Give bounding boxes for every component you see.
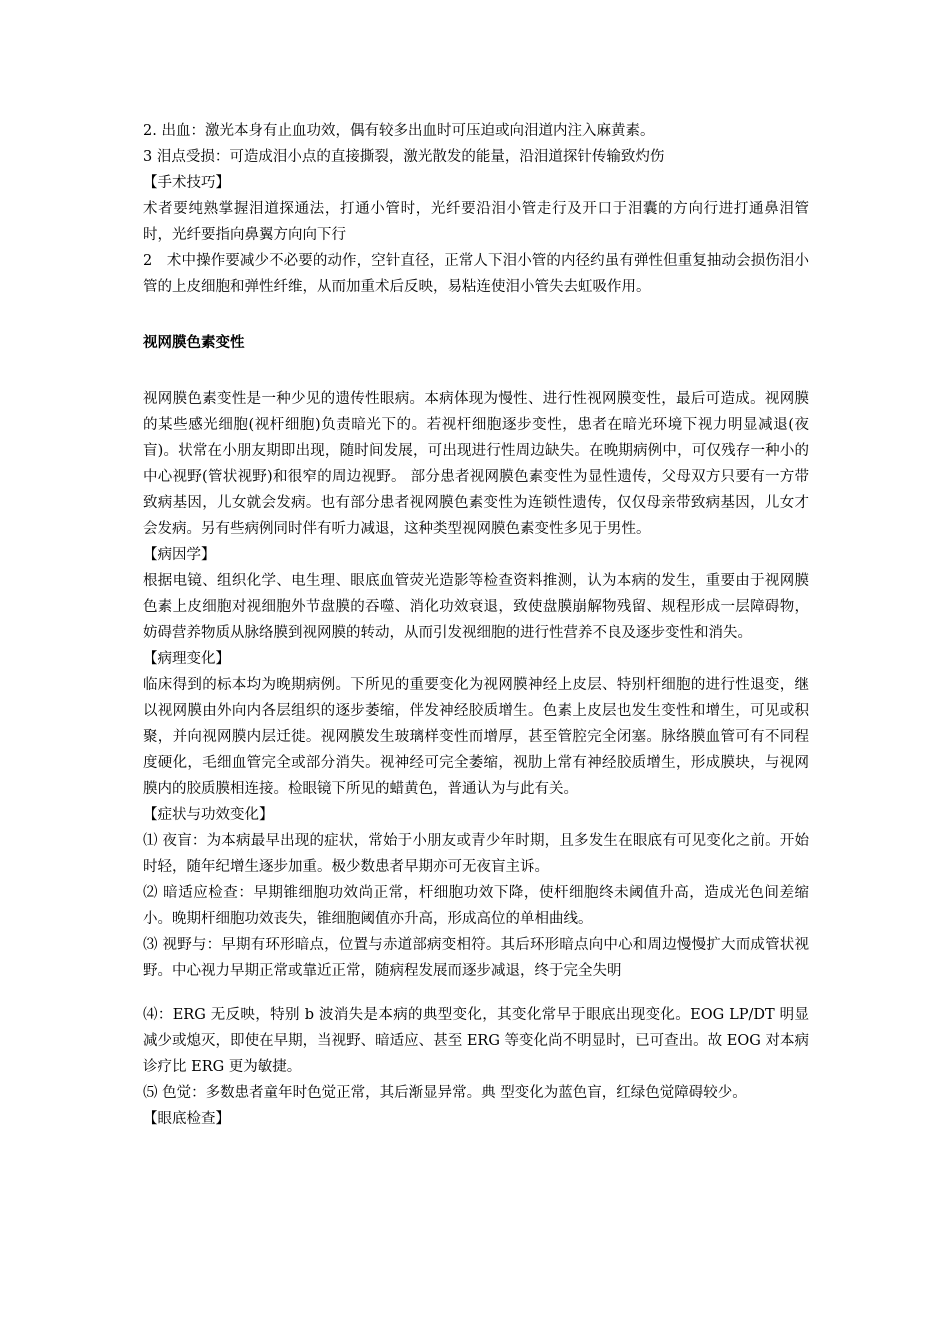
heading-surgical-technique: 【手术技巧】 xyxy=(143,175,230,191)
heading-pathology: 【病理变化】 xyxy=(143,651,230,667)
document-body xyxy=(143,118,809,1132)
paragraph-technique-1: 术者要纯熟掌握泪道探通法，打通小管时，光纤要沿泪小管走行及开口于泪囊的方向行进打通鼻泪管时，光纤要指向鼻翼方向向下行 xyxy=(143,201,809,243)
paragraph-night-blindness: ⑴ 夜盲：为本病最早出现的症状，常始于小朋友或青少年时期，且多发生在眼底有可见变化之前。开始时轻，随年纪增生逐步加重。极少数患者早期亦可无夜盲主诉。 xyxy=(143,833,809,875)
paragraph-technique-2: 2 术中操作要减少不必要的动作，空针直径，正常人下泪小管的内径约虽有弹性但重复抽动会损伤泪小管的上皮细胞和弹性纤维，从而加重术后反映，易粘连使泪小管失去虹吸作用。 xyxy=(143,253,809,295)
heading-symptoms: 【症状与功效变化】 xyxy=(143,807,274,823)
paragraph-pathology: 临床得到的标本均为晚期病例。下所见的重要变化为视网膜神经上皮层、特别杆细胞的进行性退变，继以视网膜由外向内各层组织的逐步萎缩，伴发神经胶质增生。色素上皮层也发生变性和增生，可见或积聚，并向视网膜内层迁徙。视网膜发生玻璃样变性而增厚，甚至管腔完全闭塞。脉络膜血管可有不同程度硬化，毛细血管完全或部分消失。视神经可完全萎缩，视肋上常有神经胶质增生，形成膜块，与视网膜内的胶质膜相连接。检眼镜下所见的蜡黄色，普通认为与此有关。 xyxy=(143,677,809,797)
paragraph-intro: 视网膜色素变性是一种少见的遗传性眼病。本病体现为慢性、进行性视网膜变性，最后可造成。视网膜的某些感光细胞(视杆细胞)负责暗光下的。若视杆细胞逐步变性，患者在暗光环境下视力明显减退(夜盲)。状常在小朋友期即出现，随时间发展，可出现进行性周边缺失。在晚期病例中，可仅残存一种小的中心视野(管状视野)和很窄的周边视野。 部分患者视网膜色素变性为显性遗传，父母双方只要有一方带致病基因，儿女就会发病。也有部分患者视网膜色素变性为连锁性遗传，仅仅母亲带致病基因，儿女才会发病。另有些病例同时伴有听力减退，这种类型视网膜色素变性多见于男性。 xyxy=(143,391,809,537)
heading-fundus-exam: 【眼底检查】 xyxy=(143,1111,230,1127)
paragraph-color-vision: ⑸ 色觉：多数患者童年时色觉正常，其后渐显异常。典 型变化为蓝色盲，红绿色觉障碍较少。 xyxy=(143,1085,747,1101)
paragraph-punctum-injury: 3 泪点受损：可造成泪小点的直接撕裂，激光散发的能量，沿泪道探针传输致灼伤 xyxy=(143,149,665,165)
paragraph-erg: ⑷：ERG 无反映，特别 b 波消失是本病的典型变化，其变化常早于眼底出现变化。EOG LP/DT 明显减少或熄灭，即使在早期，当视野、暗适应、甚至 ERG 等变化尚不明显时，已可查出。故 EOG 对本病诊疗比 ERG 更为敏捷。 xyxy=(143,1007,809,1075)
paragraph-bleeding: 2. 出血：激光本身有止血功效，偶有较多出血时可压迫或向泪道内注入麻黄素。 xyxy=(143,123,655,139)
paragraph-etiology: 根据电镜、组织化学、电生理、眼底血管荧光造影等检查资料推测，认为本病的发生，重要由于视网膜色素上皮细胞对视细胞外节盘膜的吞噬、消化功效衰退，致使盘膜崩解物残留、规程形成一层障碍物，妨碍营养物质从脉络膜到视网膜的转动，从而引发视细胞的进行性营养不良及逐步变性和消失。 xyxy=(143,573,809,641)
heading-etiology: 【病因学】 xyxy=(143,547,216,563)
section-title: 视网膜色素变性 xyxy=(143,334,245,351)
paragraph-visual-field: ⑶ 视野与：早期有环形暗点，位置与赤道部病变相符。其后环形暗点向中心和周边慢慢扩大而成管状视野。中心视力早期正常或靠近正常，随病程发展而逐步减退，终于完全失明 xyxy=(143,937,809,979)
paragraph-dark-adaptation: ⑵ 暗适应检查：早期锥细胞功效尚正常，杆细胞功效下降，使杆细胞终未阈值升高，造成光色间差缩小。晚期杆细胞功效丧失，锥细胞阈值亦升高，形成高位的单相曲线。 xyxy=(143,885,809,927)
